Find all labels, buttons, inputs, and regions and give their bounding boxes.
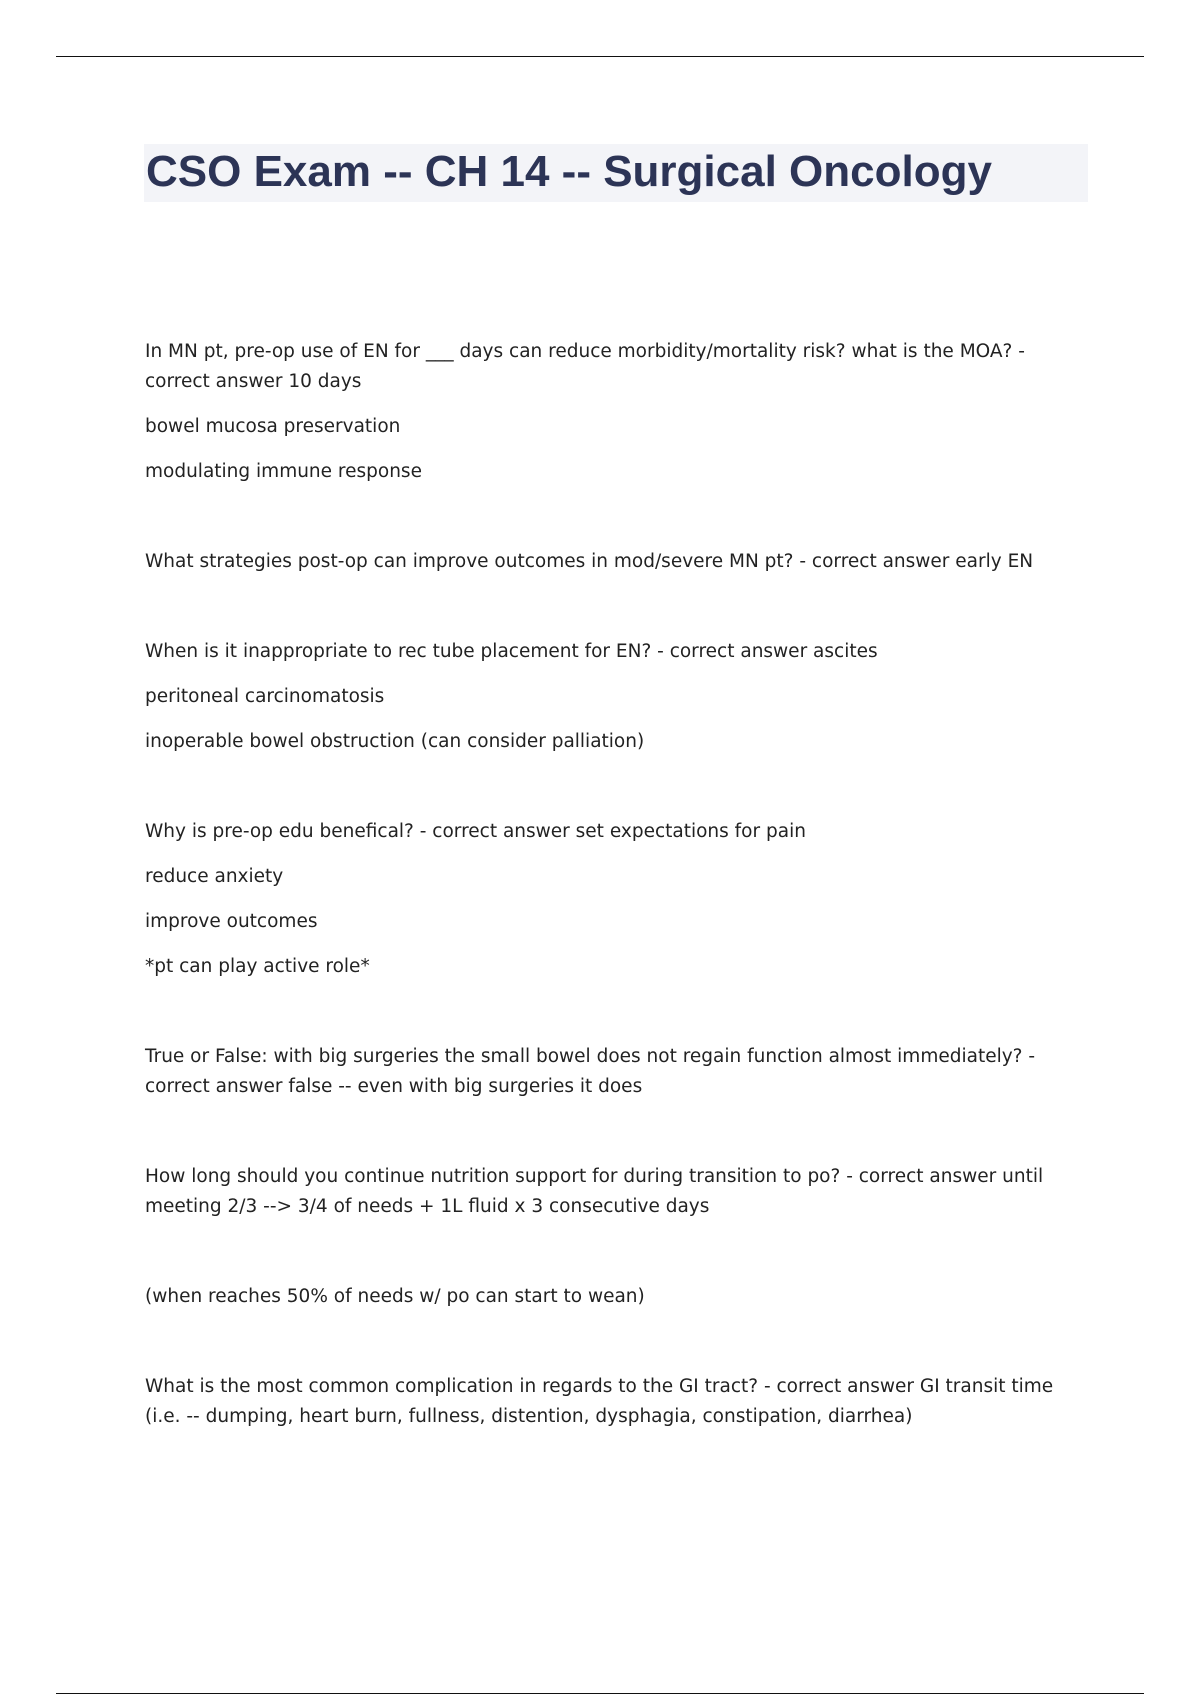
qa-block	[145, 817, 1090, 982]
qa-question: Why is pre-op edu benefical? - correct answer set expectations for pain	[145, 821, 806, 842]
spacer	[145, 757, 1090, 817]
qa-block	[145, 547, 1090, 577]
qa-answer-line: reduce anxiety	[145, 866, 284, 887]
qa-block	[145, 1042, 1090, 1102]
qa-question: When is it inappropriate to rec tube placement for EN? - correct answer ascites	[145, 641, 878, 662]
qa-answer-line: bowel mucosa preservation	[145, 416, 401, 437]
spacer	[145, 1312, 1090, 1372]
qa-question: (when reaches 50% of needs w/ po can start to wean)	[145, 1286, 645, 1307]
spacer	[145, 1102, 1090, 1162]
title-banner	[144, 144, 1088, 202]
qa-answer-line: modulating immune response	[145, 461, 422, 482]
qa-answer-line: improve outcomes	[145, 911, 318, 932]
qa-content	[145, 337, 1090, 1432]
qa-question: True or False: with big surgeries the small bowel does not regain function almost immediately? - correct answer false -- even with big surgeries it does	[145, 1046, 1036, 1097]
qa-question: How long should you continue nutrition support for during transition to po? - correct answer until meeting 2/3 --> 3/4 of needs + 1L fluid x 3 consecutive days	[145, 1166, 1044, 1217]
spacer	[145, 1222, 1090, 1282]
spacer	[145, 577, 1090, 637]
qa-answer-line: *pt can play active role*	[145, 956, 370, 977]
qa-block	[145, 1162, 1090, 1222]
qa-question: What strategies post-op can improve outcomes in mod/severe MN pt? - correct answer early EN	[145, 551, 1034, 572]
page-title: CSO Exam -- CH 14 -- Surgical Oncology	[146, 147, 992, 196]
qa-block	[145, 1372, 1090, 1432]
qa-question: In MN pt, pre-op use of EN for ___ days can reduce morbidity/mortality risk? what is the MOA? - correct answer 10 days	[145, 341, 1025, 392]
qa-answer-line: peritoneal carcinomatosis	[145, 686, 385, 707]
spacer	[145, 982, 1090, 1042]
top-rule	[56, 56, 1144, 57]
qa-answer-line: inoperable bowel obstruction (can consider palliation)	[145, 731, 645, 752]
qa-block	[145, 337, 1090, 487]
qa-block	[145, 1282, 1090, 1312]
bottom-rule	[56, 1693, 1144, 1694]
qa-block	[145, 637, 1090, 757]
spacer	[145, 487, 1090, 547]
qa-question: What is the most common complication in regards to the GI tract? - correct answer GI transit time (i.e. -- dumping, heart burn, fullness, distention, dysphagia, constipation, diarrhea)	[145, 1376, 1054, 1427]
